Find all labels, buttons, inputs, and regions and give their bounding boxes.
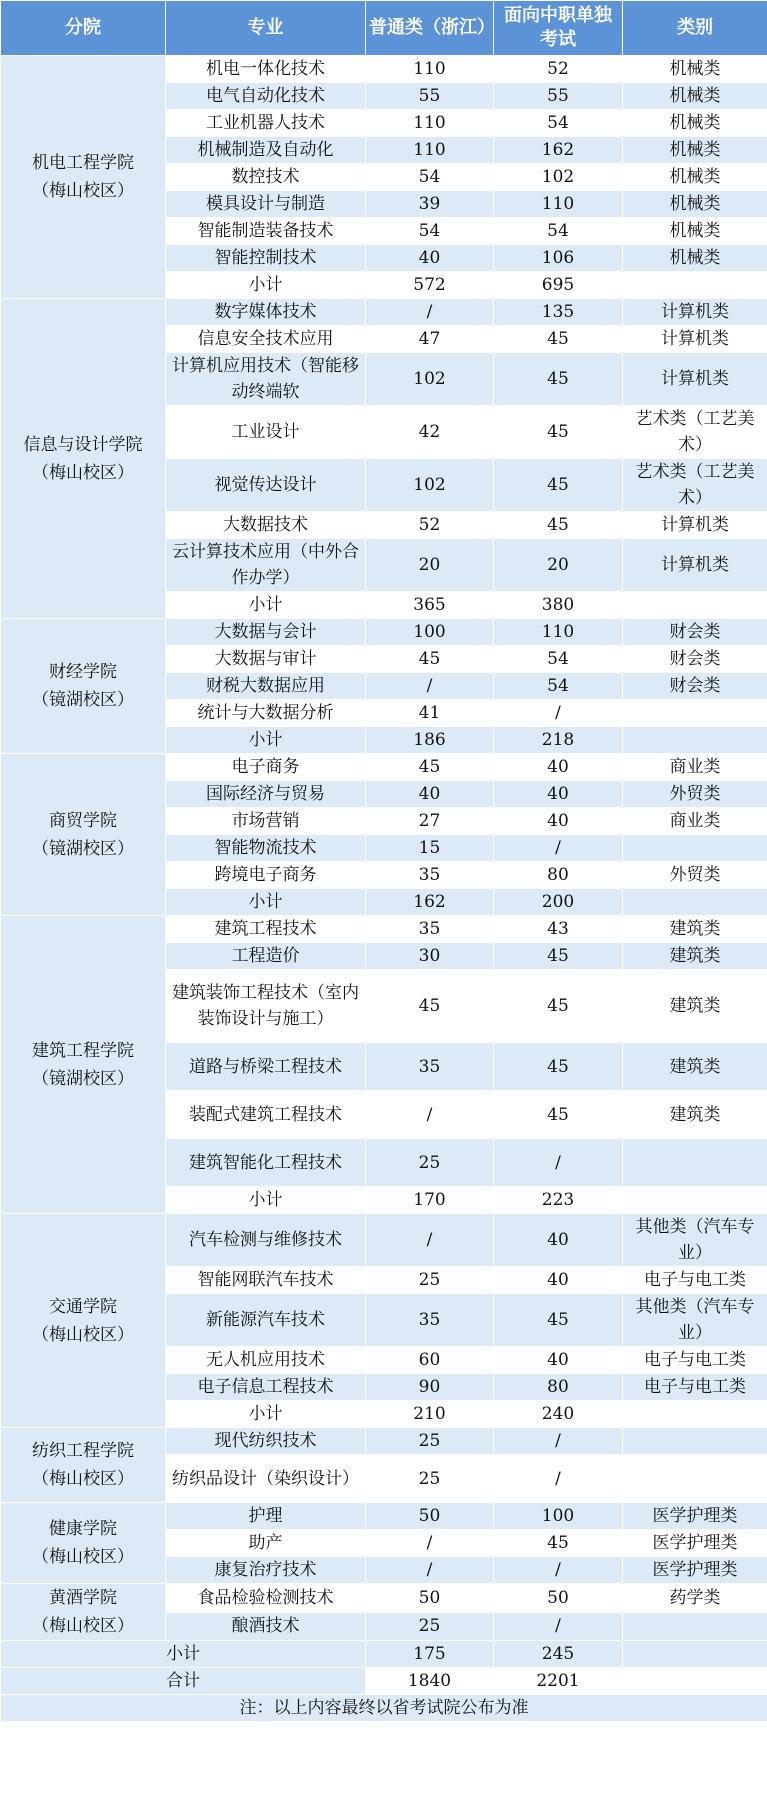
- category-cell: 建筑类: [623, 1043, 767, 1091]
- department-name: 商贸学院: [49, 810, 117, 831]
- general-quota-cell: 572: [366, 272, 494, 299]
- combined-subtotal-label: 小计: [1, 1641, 366, 1668]
- department-name: 健康学院: [49, 1519, 117, 1539]
- vocational-quota-cell: 135: [494, 299, 623, 326]
- vocational-quota-cell: /: [494, 1139, 623, 1187]
- vocational-quota-cell: 52: [494, 56, 623, 83]
- category-cell: 建筑类: [623, 916, 767, 943]
- major-cell: 新能源汽车技术: [166, 1294, 366, 1347]
- general-quota-cell: 35: [366, 916, 494, 943]
- general-quota-cell: 25: [366, 1267, 494, 1294]
- vocational-quota-cell: 50: [494, 1584, 623, 1613]
- major-cell: 酿酒技术: [166, 1612, 366, 1641]
- vocational-quota-cell: 110: [494, 191, 623, 218]
- vocational-quota-cell: 218: [494, 727, 623, 754]
- general-quota-cell: 50: [366, 1584, 494, 1613]
- department-campus: （梅山校区）: [32, 1547, 134, 1567]
- general-quota-cell: 39: [366, 191, 494, 218]
- major-cell: 数控技术: [166, 164, 366, 191]
- category-cell: 财会类: [623, 646, 767, 673]
- major-cell: 视觉传达设计: [166, 459, 366, 512]
- major-cell: 护理: [166, 1503, 366, 1530]
- general-quota-cell: 210: [366, 1401, 494, 1428]
- general-quota-cell: 15: [366, 835, 494, 862]
- category-cell: 建筑类: [623, 943, 767, 970]
- vocational-quota-cell: 80: [494, 862, 623, 889]
- vocational-quota-cell: 200: [494, 889, 623, 916]
- major-cell: 财税大数据应用: [166, 673, 366, 700]
- category-cell: 机械类: [623, 245, 767, 272]
- major-cell: 机械制造及自动化: [166, 137, 366, 164]
- category-cell: 建筑类: [623, 1091, 767, 1139]
- combined-subtotal-vocational: 245: [494, 1641, 623, 1668]
- vocational-quota-cell: 45: [494, 943, 623, 970]
- major-cell: 汽车检测与维修技术: [166, 1214, 366, 1267]
- category-cell: 医学护理类: [623, 1530, 767, 1557]
- category-cell: 机械类: [623, 191, 767, 218]
- vocational-quota-cell: 45: [494, 326, 623, 353]
- table-row: [1, 1428, 767, 1455]
- general-quota-cell: 52: [366, 512, 494, 539]
- category-cell: 计算机类: [623, 512, 767, 539]
- category-cell: 计算机类: [623, 326, 767, 353]
- category-cell: 电子与电工类: [623, 1267, 767, 1294]
- vocational-quota-cell: 240: [494, 1401, 623, 1428]
- table-row: [1, 619, 767, 646]
- category-cell: 机械类: [623, 56, 767, 83]
- category-cell: 财会类: [623, 619, 767, 646]
- department-cell: [1, 1428, 166, 1503]
- general-quota-cell: 54: [366, 164, 494, 191]
- general-quota-cell: 110: [366, 110, 494, 137]
- major-cell: 食品检验检测技术: [166, 1584, 366, 1613]
- general-quota-cell: 47: [366, 326, 494, 353]
- department-name: 机电工程学院: [32, 153, 134, 173]
- department-cell: [1, 299, 166, 619]
- major-cell: 无人机应用技术: [166, 1347, 366, 1374]
- major-cell: 计算机应用技术（智能移动终端软: [166, 353, 366, 406]
- general-quota-cell: 100: [366, 619, 494, 646]
- vocational-quota-cell: 40: [494, 808, 623, 835]
- general-quota-cell: 45: [366, 970, 494, 1043]
- major-cell: 现代纺织技术: [166, 1428, 366, 1455]
- category-cell: [623, 1187, 767, 1214]
- major-cell: 建筑工程技术: [166, 916, 366, 943]
- category-cell: [623, 272, 767, 299]
- major-cell: 小计: [166, 1187, 366, 1214]
- vocational-quota-cell: 45: [494, 353, 623, 406]
- department-name: 财经学院: [49, 662, 117, 682]
- major-cell: 工程造价: [166, 943, 366, 970]
- category-cell: 财会类: [623, 673, 767, 700]
- footnote: 注：以上内容最终以省考试院公布为准: [1, 1695, 767, 1722]
- major-cell: 康复治疗技术: [166, 1557, 366, 1584]
- major-cell: 云计算技术应用（中外合作办学）: [166, 539, 366, 592]
- header-category: 类别: [623, 1, 767, 56]
- category-cell: 计算机类: [623, 539, 767, 592]
- category-cell: 外贸类: [623, 781, 767, 808]
- vocational-quota-cell: 106: [494, 245, 623, 272]
- vocational-quota-cell: 80: [494, 1374, 623, 1401]
- header-general-quota: 普通类（浙江）: [366, 1, 494, 56]
- category-cell: [623, 1139, 767, 1187]
- category-cell: [623, 700, 767, 727]
- department-campus: （镜湖校区）: [32, 838, 134, 859]
- vocational-quota-cell: /: [494, 1455, 623, 1503]
- major-cell: 机电一体化技术: [166, 56, 366, 83]
- category-cell: [623, 592, 767, 619]
- major-cell: 建筑装饰工程技术（室内装饰设计与施工）: [166, 970, 366, 1043]
- vocational-quota-cell: 20: [494, 539, 623, 592]
- grand-total-label: 合计: [1, 1668, 366, 1695]
- vocational-quota-cell: /: [494, 1428, 623, 1455]
- general-quota-cell: 42: [366, 406, 494, 459]
- vocational-quota-cell: 55: [494, 83, 623, 110]
- vocational-quota-cell: 380: [494, 592, 623, 619]
- department-cell: [1, 754, 166, 916]
- major-cell: 电气自动化技术: [166, 83, 366, 110]
- header-major: 专业: [166, 1, 366, 56]
- major-cell: 大数据技术: [166, 512, 366, 539]
- vocational-quota-cell: 54: [494, 673, 623, 700]
- major-cell: 小计: [166, 889, 366, 916]
- category-cell: 机械类: [623, 218, 767, 245]
- grand-total-vocational: 2201: [494, 1668, 623, 1695]
- category-cell: 计算机类: [623, 299, 767, 326]
- grand-total-general: 1840: [366, 1668, 494, 1695]
- major-cell: 电子商务: [166, 754, 366, 781]
- major-cell: 跨境电子商务: [166, 862, 366, 889]
- vocational-quota-cell: 223: [494, 1187, 623, 1214]
- department-cell: [1, 1503, 166, 1584]
- major-cell: 道路与桥梁工程技术: [166, 1043, 366, 1091]
- vocational-quota-cell: 54: [494, 218, 623, 245]
- major-cell: 工业设计: [166, 406, 366, 459]
- general-quota-cell: 45: [366, 646, 494, 673]
- category-cell: [623, 889, 767, 916]
- department-cell: [1, 619, 166, 754]
- vocational-quota-cell: 54: [494, 110, 623, 137]
- general-quota-cell: 102: [366, 459, 494, 512]
- category-cell: [623, 1428, 767, 1455]
- category-cell: 医学护理类: [623, 1503, 767, 1530]
- department-cell: [1, 1214, 166, 1428]
- department-campus: （镜湖校区）: [32, 1068, 134, 1089]
- vocational-quota-cell: 695: [494, 272, 623, 299]
- vocational-quota-cell: 40: [494, 754, 623, 781]
- grand-total-row: [1, 1668, 767, 1695]
- vocational-quota-cell: 45: [494, 1043, 623, 1091]
- category-cell: 其他类（汽车专业）: [623, 1294, 767, 1347]
- category-cell: 艺术类（工艺美术）: [623, 406, 767, 459]
- category-cell: [623, 1455, 767, 1503]
- vocational-quota-cell: 162: [494, 137, 623, 164]
- general-quota-cell: 25: [366, 1139, 494, 1187]
- major-cell: 模具设计与制造: [166, 191, 366, 218]
- major-cell: 电子信息工程技术: [166, 1374, 366, 1401]
- vocational-quota-cell: 45: [494, 1294, 623, 1347]
- table-row: [1, 754, 767, 781]
- vocational-quota-cell: 45: [494, 970, 623, 1043]
- major-cell: 智能制造装备技术: [166, 218, 366, 245]
- table-row: [1, 1214, 767, 1267]
- general-quota-cell: 25: [366, 1428, 494, 1455]
- general-quota-cell: 25: [366, 1455, 494, 1503]
- major-cell: 纺织品设计（染织设计）: [166, 1455, 366, 1503]
- department-cell: [1, 56, 166, 299]
- combined-subtotal-category: [623, 1641, 767, 1668]
- category-cell: 机械类: [623, 164, 767, 191]
- vocational-quota-cell: 102: [494, 164, 623, 191]
- department-name: 交通学院: [49, 1296, 117, 1317]
- general-quota-cell: 30: [366, 943, 494, 970]
- category-cell: 机械类: [623, 110, 767, 137]
- grand-total-category: [623, 1668, 767, 1695]
- vocational-quota-cell: 100: [494, 1503, 623, 1530]
- general-quota-cell: /: [366, 1530, 494, 1557]
- category-cell: 机械类: [623, 137, 767, 164]
- major-cell: 工业机器人技术: [166, 110, 366, 137]
- general-quota-cell: 110: [366, 56, 494, 83]
- general-quota-cell: 54: [366, 218, 494, 245]
- general-quota-cell: /: [366, 1091, 494, 1139]
- category-cell: 外贸类: [623, 862, 767, 889]
- vocational-quota-cell: 40: [494, 1347, 623, 1374]
- major-cell: 助产: [166, 1530, 366, 1557]
- department-campus: （梅山校区）: [32, 1616, 134, 1636]
- general-quota-cell: /: [366, 1557, 494, 1584]
- category-cell: 机械类: [623, 83, 767, 110]
- category-cell: [623, 1612, 767, 1641]
- category-cell: 建筑类: [623, 970, 767, 1043]
- vocational-quota-cell: 45: [494, 1530, 623, 1557]
- vocational-quota-cell: 40: [494, 1214, 623, 1267]
- major-cell: 小计: [166, 592, 366, 619]
- vocational-quota-cell: /: [494, 835, 623, 862]
- major-cell: 小计: [166, 727, 366, 754]
- department-campus: （梅山校区）: [32, 462, 134, 483]
- major-cell: 小计: [166, 272, 366, 299]
- department-cell: [1, 916, 166, 1214]
- general-quota-cell: 55: [366, 83, 494, 110]
- combined-subtotal-row: [1, 1641, 767, 1668]
- vocational-quota-cell: 45: [494, 1091, 623, 1139]
- general-quota-cell: 27: [366, 808, 494, 835]
- major-cell: 大数据与会计: [166, 619, 366, 646]
- general-quota-cell: 20: [366, 539, 494, 592]
- major-cell: 国际经济与贸易: [166, 781, 366, 808]
- general-quota-cell: 40: [366, 781, 494, 808]
- department-campus: （镜湖校区）: [32, 690, 134, 710]
- category-cell: 医学护理类: [623, 1557, 767, 1584]
- general-quota-cell: 35: [366, 1294, 494, 1347]
- general-quota-cell: 45: [366, 754, 494, 781]
- major-cell: 智能网联汽车技术: [166, 1267, 366, 1294]
- combined-subtotal-general: 175: [366, 1641, 494, 1668]
- vocational-quota-cell: /: [494, 700, 623, 727]
- general-quota-cell: 35: [366, 1043, 494, 1091]
- major-cell: 数字媒体技术: [166, 299, 366, 326]
- category-cell: [623, 727, 767, 754]
- major-cell: 建筑智能化工程技术: [166, 1139, 366, 1187]
- table-body: [1, 56, 767, 1641]
- department-campus: （梅山校区）: [32, 1324, 134, 1345]
- category-cell: 电子与电工类: [623, 1347, 767, 1374]
- category-cell: 计算机类: [623, 353, 767, 406]
- vocational-quota-cell: /: [494, 1557, 623, 1584]
- major-cell: 装配式建筑工程技术: [166, 1091, 366, 1139]
- category-cell: [623, 1401, 767, 1428]
- vocational-quota-cell: /: [494, 1612, 623, 1641]
- general-quota-cell: /: [366, 673, 494, 700]
- general-quota-cell: 186: [366, 727, 494, 754]
- category-cell: 艺术类（工艺美术）: [623, 459, 767, 512]
- header-vocational-quota: 面向中职单独考试: [494, 1, 623, 56]
- department-name: 纺织工程学院: [32, 1441, 134, 1461]
- general-quota-cell: /: [366, 299, 494, 326]
- category-cell: [623, 835, 767, 862]
- table-header-row: [1, 1, 767, 56]
- category-cell: 其他类（汽车专业）: [623, 1214, 767, 1267]
- category-cell: 商业类: [623, 808, 767, 835]
- vocational-quota-cell: 40: [494, 781, 623, 808]
- table-row: [1, 56, 767, 83]
- general-quota-cell: 35: [366, 862, 494, 889]
- table-row: [1, 1503, 767, 1530]
- vocational-quota-cell: 45: [494, 406, 623, 459]
- vocational-quota-cell: 43: [494, 916, 623, 943]
- department-campus: （梅山校区）: [32, 181, 134, 201]
- category-cell: 商业类: [623, 754, 767, 781]
- category-cell: 电子与电工类: [623, 1374, 767, 1401]
- general-quota-cell: 162: [366, 889, 494, 916]
- major-cell: 智能物流技术: [166, 835, 366, 862]
- major-cell: 统计与大数据分析: [166, 700, 366, 727]
- major-cell: 信息安全技术应用: [166, 326, 366, 353]
- general-quota-cell: 365: [366, 592, 494, 619]
- general-quota-cell: 102: [366, 353, 494, 406]
- major-cell: 小计: [166, 1401, 366, 1428]
- general-quota-cell: 110: [366, 137, 494, 164]
- general-quota-cell: 170: [366, 1187, 494, 1214]
- department-name: 信息与设计学院: [23, 434, 143, 455]
- vocational-quota-cell: 45: [494, 512, 623, 539]
- category-cell: 药学类: [623, 1584, 767, 1613]
- vocational-quota-cell: 40: [494, 1267, 623, 1294]
- table-row: [1, 1584, 767, 1613]
- vocational-quota-cell: 110: [494, 619, 623, 646]
- general-quota-cell: /: [366, 1214, 494, 1267]
- table-row: [1, 299, 767, 326]
- major-cell: 智能控制技术: [166, 245, 366, 272]
- vocational-quota-cell: 54: [494, 646, 623, 673]
- general-quota-cell: 41: [366, 700, 494, 727]
- table-row: [1, 916, 767, 943]
- note-row: [1, 1695, 767, 1722]
- department-campus: （梅山校区）: [32, 1469, 134, 1489]
- general-quota-cell: 50: [366, 1503, 494, 1530]
- general-quota-cell: 40: [366, 245, 494, 272]
- general-quota-cell: 90: [366, 1374, 494, 1401]
- general-quota-cell: 25: [366, 1612, 494, 1641]
- department-name: 黄酒学院: [49, 1588, 117, 1608]
- general-quota-cell: 60: [366, 1347, 494, 1374]
- header-department: 分院: [1, 1, 166, 56]
- department-cell: [1, 1584, 166, 1641]
- major-cell: 市场营销: [166, 808, 366, 835]
- major-cell: 大数据与审计: [166, 646, 366, 673]
- vocational-quota-cell: 45: [494, 459, 623, 512]
- department-name: 建筑工程学院: [32, 1040, 134, 1061]
